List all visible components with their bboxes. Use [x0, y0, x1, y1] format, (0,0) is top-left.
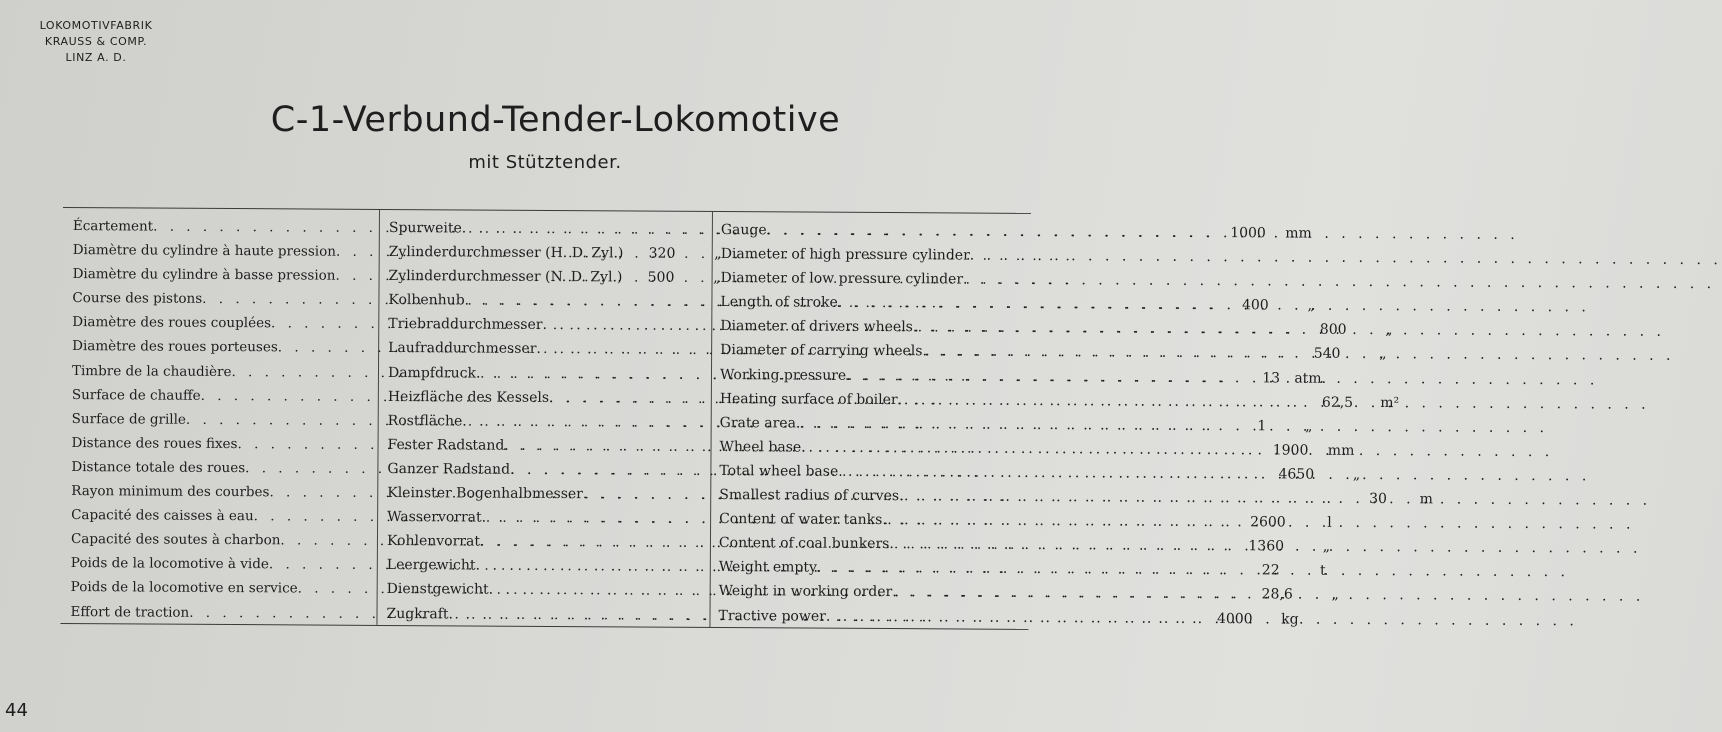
english-label: Content of water tanks — [719, 511, 883, 529]
table-row — [719, 579, 1024, 605]
french-label: Course des pistons — [72, 290, 203, 308]
value-unit: „ — [1331, 587, 1339, 604]
french-label: Surface de grille — [71, 410, 187, 428]
spec-value — [622, 266, 720, 291]
table-row — [720, 338, 1025, 364]
german-label: Zylinderdurchmesser (N. D. Zyl.) — [388, 268, 623, 286]
value-number: 22 — [1261, 562, 1280, 579]
english-label: Working pressure — [719, 366, 847, 384]
dot-leader — [826, 604, 1578, 633]
french-label: Surface de chauffe — [71, 386, 201, 404]
french-label: Diamètre des roues couplées — [72, 314, 272, 332]
french-label: Écartement — [72, 218, 154, 235]
english-label: Weight empty — [718, 559, 817, 576]
french-label: Capacité des soutes à charbon — [70, 531, 281, 549]
table-row — [72, 359, 378, 385]
value-unit: m — [1419, 491, 1434, 508]
value-number: 1000 — [1230, 225, 1266, 242]
manufacturer-line: LOKOMOTIVFABRIK — [39, 19, 153, 32]
french-label: Distance totale des roues — [71, 458, 246, 477]
english-label: Gauge — [720, 222, 767, 239]
manufacturer-imprint — [26, 18, 166, 66]
english-label: Content of coal bunkers — [718, 535, 890, 553]
value-unit: „ — [1307, 297, 1315, 314]
value-unit: „ — [714, 246, 722, 263]
table-row — [721, 242, 1026, 268]
french-label: Poids de la locomotive en service — [70, 579, 298, 597]
english-label: Diameter of high pressure cylinder — [720, 246, 970, 264]
manufacturer-line: LINZ A. D. — [65, 51, 127, 64]
table-row — [721, 218, 1026, 244]
table-row — [72, 383, 378, 409]
value-unit: mm — [1327, 442, 1355, 459]
table-row — [388, 264, 721, 290]
table-row — [719, 507, 1024, 533]
page-title: C-1-Verbund-Tender-Lokomotive — [270, 100, 841, 140]
german-label: Kleinster Bogenhalbmesser — [387, 485, 583, 503]
english-label: Length of stroke — [720, 294, 838, 312]
english-label: Wheel base — [719, 438, 802, 456]
french-label: Diamètre du cylindre à basse pression — [72, 266, 336, 284]
german-label: Laufraddurchmesser — [388, 340, 537, 358]
german-label: Wasservorrat — [387, 509, 482, 526]
german-label: Heizfläche des Kessels — [387, 388, 550, 406]
table-row — [719, 531, 1024, 557]
value-unit: „ — [1322, 538, 1331, 555]
german-label: Dampfdruck — [387, 364, 477, 382]
table-row — [73, 214, 379, 240]
value-number: 800 — [1319, 322, 1347, 339]
french-label: Poids de la locomotive à vide — [70, 555, 269, 573]
table-row — [720, 290, 1025, 316]
value-unit: mm — [1285, 225, 1312, 242]
table-row — [71, 527, 377, 553]
table-row — [72, 407, 378, 433]
english-label: Diameter of drivers wheels — [720, 318, 913, 336]
english-label: Heating surface of boiler — [719, 390, 898, 408]
value-number: 500 — [647, 269, 675, 286]
french-label: Rayon minimum des courbes — [71, 483, 270, 501]
french-label: Capacité des caisses à eau — [71, 507, 254, 525]
value-number: 1 — [1257, 418, 1267, 435]
table-row — [720, 314, 1025, 340]
table-row — [71, 575, 377, 601]
french-label: Diamètre des roues porteuses — [72, 338, 278, 356]
table-row — [73, 262, 379, 288]
value-unit: „ — [713, 270, 721, 287]
value-number: 320 — [648, 245, 676, 262]
value-unit: atm. — [1294, 370, 1327, 387]
table-row — [718, 604, 1023, 630]
table-row — [721, 266, 1026, 292]
value-number: 62,5 — [1321, 394, 1354, 411]
value-number: 400 — [1241, 297, 1269, 314]
manufacturer-line: KRAUSS & COMP. — [44, 35, 148, 48]
value-number: 1360 — [1248, 538, 1285, 555]
value-unit: l — [1327, 514, 1332, 531]
french-label: Diamètre du cylindre à haute pression — [72, 242, 337, 260]
page-number: 44 — [5, 700, 28, 721]
value-number: 13 — [1262, 369, 1281, 387]
german-label: Leergewicht — [386, 557, 476, 574]
value-number: 4000 — [1216, 610, 1253, 627]
value-number: 28,6 — [1261, 586, 1293, 603]
english-label: Tractive power — [718, 607, 826, 625]
table-row — [720, 363, 1025, 389]
german-label: Dienstgewicht — [386, 581, 489, 599]
german-label: Fester Radstand — [387, 436, 505, 454]
page-subtitle: mit Stütztender. — [468, 152, 622, 173]
table-row — [719, 555, 1024, 581]
table-row — [71, 431, 377, 457]
value-number: 2600 — [1250, 514, 1286, 531]
french-label: Effort de traction — [70, 603, 190, 621]
table-row — [72, 286, 378, 312]
table-row — [70, 600, 376, 626]
table-row — [388, 240, 722, 266]
table-row — [73, 238, 379, 264]
table-row — [720, 387, 1025, 413]
english-label: Total wheel base — [719, 462, 839, 480]
french-label: Distance des roues fixes — [71, 434, 238, 452]
value-number: 30 — [1369, 491, 1388, 508]
english-label: Smallest radius of curves — [719, 487, 900, 505]
english-label: Weight in working order — [718, 583, 893, 601]
english-label: Diameter of carrying wheels — [720, 342, 923, 360]
table-row — [719, 483, 1024, 509]
table-row — [71, 551, 377, 577]
value-unit: „ — [1385, 322, 1393, 339]
spec-value — [623, 242, 721, 267]
specifications-table — [60, 207, 1434, 630]
value-number: 1900 — [1272, 442, 1309, 459]
german-label: Rostfläche — [387, 412, 463, 430]
german-label: Spurweite — [388, 219, 462, 237]
table-row — [71, 503, 377, 529]
value-unit: kg — [1281, 610, 1299, 628]
french-column — [70, 214, 378, 625]
french-label: Timbre de la chaudière — [71, 362, 232, 380]
german-label: Zylinderdurchmesser (H. D. Zyl.) — [388, 244, 624, 262]
table-row — [720, 411, 1025, 437]
english-label: Grate area — [719, 414, 797, 432]
table-row — [72, 335, 378, 361]
german-label: Triebraddurchmesser — [388, 316, 543, 334]
value-unit: „ — [1352, 466, 1361, 483]
value-number: 540 — [1313, 346, 1341, 363]
english-label: Diameter of low pressure cylinder — [720, 270, 964, 288]
english-column — [718, 218, 1025, 629]
table-row — [71, 479, 377, 505]
table-row — [72, 310, 378, 336]
value-unit: m² — [1380, 394, 1400, 411]
value-unit: „ — [1379, 346, 1387, 363]
german-label: Zugkraft — [386, 605, 449, 622]
german-label: Kohlenvorrat — [386, 533, 481, 550]
table-row — [719, 459, 1024, 485]
value-unit: „ — [1305, 418, 1313, 435]
german-label: Ganzer Radstand — [387, 460, 511, 478]
table-row — [71, 455, 377, 481]
table-row — [719, 435, 1024, 461]
german-label: Kolbenhub — [388, 292, 465, 309]
value-unit: t — [1319, 562, 1326, 580]
value-number: 4650 — [1278, 466, 1315, 483]
